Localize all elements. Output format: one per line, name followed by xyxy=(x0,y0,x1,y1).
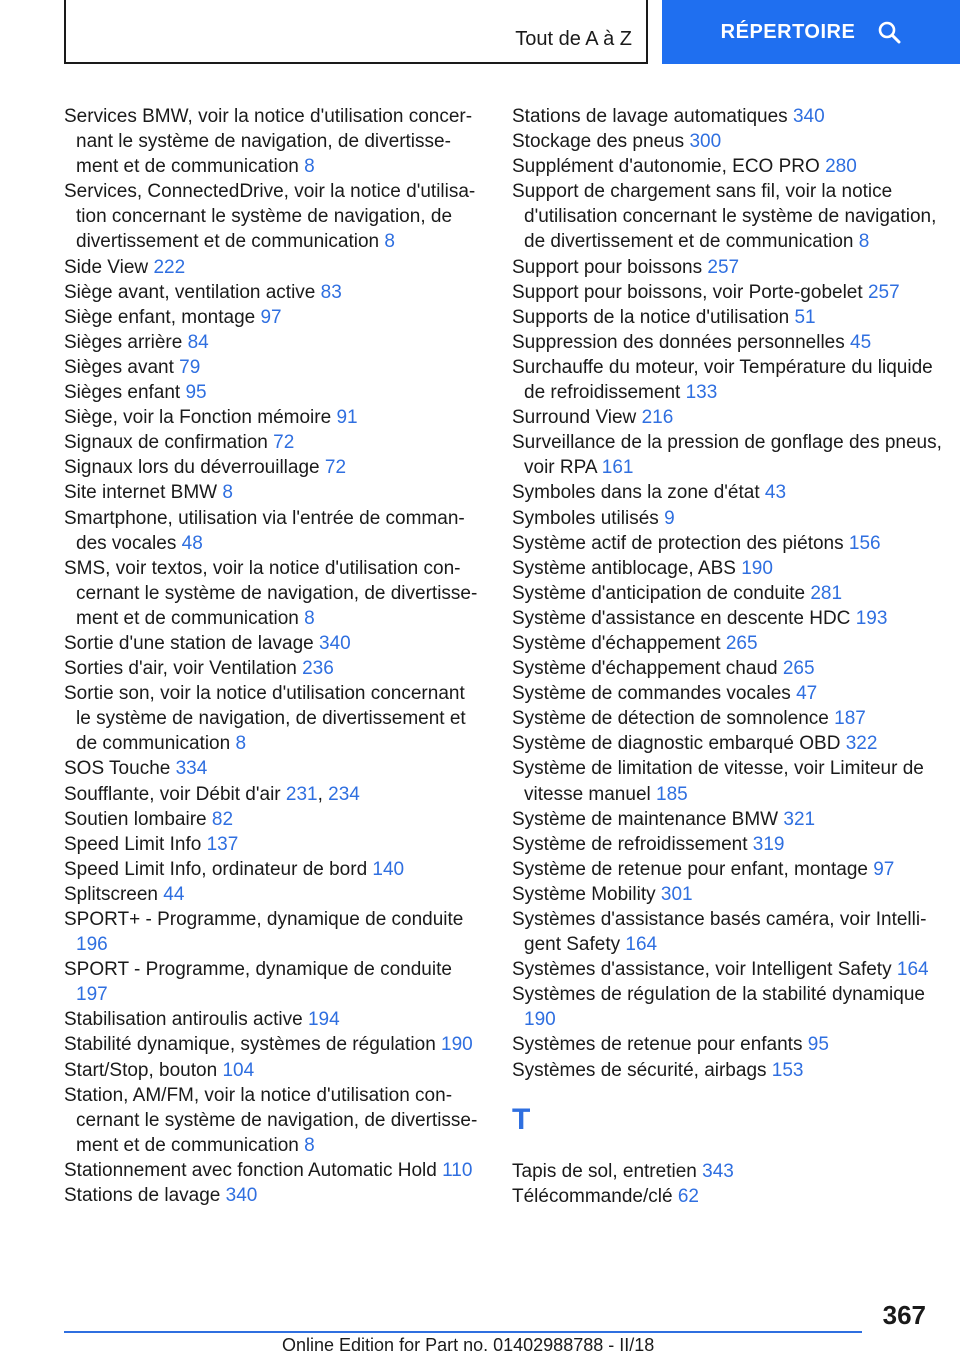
header-tab-a-z[interactable] xyxy=(64,0,648,64)
index-entry-term: Siège avant, ventilation active xyxy=(64,281,316,303)
index-entry-term: Sièges arrière xyxy=(64,331,183,353)
index-entry xyxy=(64,1158,484,1183)
index-entries-s xyxy=(512,104,942,1083)
index-entry xyxy=(512,430,942,480)
index-entry xyxy=(512,480,942,505)
page-reference-link[interactable]: 97 xyxy=(873,858,895,880)
page-reference-link[interactable]: 265 xyxy=(725,632,758,654)
index-entry-term: Splitscreen xyxy=(64,883,158,905)
page-reference-link[interactable]: 79 xyxy=(179,356,201,378)
index-entry-term: Stations de lavage xyxy=(64,1185,221,1207)
page-reference-link[interactable]: 83 xyxy=(320,281,342,303)
index-entry xyxy=(64,104,484,179)
index-entry xyxy=(512,506,942,531)
index-entry xyxy=(512,681,942,706)
index-entry-term: Signaux lors du déverrouillage xyxy=(64,457,320,479)
index-entry xyxy=(64,631,484,656)
page-reference-link[interactable]: 161 xyxy=(601,457,634,479)
index-entry-term: Supplément d'autonomie, ECO PRO xyxy=(512,156,820,178)
index-entry xyxy=(64,957,484,1007)
index-entry xyxy=(512,882,942,907)
index-entry-term: Soutien lombaire xyxy=(64,808,207,830)
index-entry-term: Système de maintenance BMW xyxy=(512,808,779,830)
index-entry-term: Sièges enfant xyxy=(64,382,181,404)
index-entry-term: Stockage des pneus xyxy=(512,131,685,153)
index-entry-term: Système d'échappement xyxy=(512,632,721,654)
index-entry-term: Stations de lavage automatiques xyxy=(512,106,788,127)
index-entry-term: Support de chargement sans fil, voir la notice d'utilisation concernant le système de navigation, de divertissement et de communication xyxy=(512,181,937,253)
page-reference-link[interactable]: 72 xyxy=(324,457,347,479)
index-entry xyxy=(64,255,484,280)
index-entry xyxy=(64,179,484,254)
header-index-label: RÉPERTOIRE xyxy=(720,20,856,43)
page-reference-link[interactable]: 301 xyxy=(660,883,693,905)
page-reference-link[interactable]: 43 xyxy=(764,482,787,504)
index-entry xyxy=(512,756,942,806)
page-reference-link[interactable]: 95 xyxy=(807,1034,829,1056)
index-entry xyxy=(512,832,942,857)
index-entry xyxy=(64,455,484,480)
page-reference-link[interactable]: 193 xyxy=(855,607,888,629)
index-entry xyxy=(64,556,484,631)
index-entry-term: Système de détection de somnolence xyxy=(512,708,829,730)
index-entry xyxy=(512,581,942,606)
page-reference-link[interactable]: 322 xyxy=(845,733,878,755)
page-reference-link[interactable]: 95 xyxy=(185,382,207,404)
index-entry-term: Siège enfant, montage xyxy=(64,306,256,328)
index-entry-term: Symboles utilisés xyxy=(512,507,659,529)
index-entry-term: Site internet BMW xyxy=(64,482,218,504)
index-entry xyxy=(512,1159,942,1184)
page-reference-link[interactable]: 222 xyxy=(153,256,186,278)
page-reference-link[interactable]: 280 xyxy=(825,156,857,178)
page-reference-link[interactable]: 164 xyxy=(896,959,929,981)
page-reference-link[interactable]: 190 xyxy=(524,1009,556,1031)
index-entry-term: Sorties d'air, voir Ventilation xyxy=(64,658,297,680)
index-column-left xyxy=(64,104,484,1208)
index-entry-term: Station, AM/FM, voir la notice d'utilisation concernant le système de navigation, de divertissement et de communication xyxy=(64,1084,478,1156)
page-number: 367 xyxy=(882,1300,926,1330)
index-entry-term: Système d'assistance en descente HDC xyxy=(512,607,851,629)
page-reference-link[interactable]: 190 xyxy=(441,1034,473,1056)
page-reference-link[interactable]: 164 xyxy=(625,934,658,956)
page-reference-link[interactable]: 187 xyxy=(834,708,866,730)
index-entry-term: Suppression des données personnelles xyxy=(512,331,845,353)
index-entry xyxy=(64,1007,484,1032)
page-reference-link[interactable]: 197 xyxy=(76,984,108,1006)
index-entry xyxy=(64,857,484,882)
page-reference-link[interactable]: 265 xyxy=(782,658,815,680)
index-entry-term: Services, ConnectedDrive, voir la notice d'utilisation concernant le système de navigation, de divertissement et de communication xyxy=(64,181,476,253)
index-entry xyxy=(64,681,484,756)
index-entry xyxy=(64,1032,484,1057)
index-entry-term: Système de limitation de vitesse, voir Limiteur de vitesse manuel xyxy=(512,758,924,805)
index-entry-term: Systèmes d'assistance, voir Intelligent Safety xyxy=(512,959,892,981)
page-reference-link[interactable]: 257 xyxy=(867,281,900,303)
index-entry xyxy=(512,104,942,129)
index-entry-term: Start/Stop, bouton xyxy=(64,1059,218,1081)
index-entry xyxy=(64,480,484,505)
index-entry xyxy=(64,807,484,832)
page-reference-link[interactable]: 281 xyxy=(810,582,843,604)
index-entry xyxy=(64,330,484,355)
index-entry xyxy=(512,631,942,656)
index-entry xyxy=(512,907,942,957)
index-entry-term: Soufflante, voir Débit d'air xyxy=(64,783,281,805)
index-entry xyxy=(64,656,484,681)
page-reference-link[interactable]: 216 xyxy=(641,407,674,429)
index-entry-term: Systèmes d'assistance basés caméra, voir Intelligent Safety xyxy=(512,909,927,956)
index-entry-term: Système de diagnostic embarqué OBD xyxy=(512,733,841,755)
page-reference-link[interactable]: 45 xyxy=(850,331,872,353)
page-reference-link[interactable]: 234 xyxy=(328,783,360,805)
index-entries-t xyxy=(512,1159,942,1209)
index-entry xyxy=(512,280,942,305)
page-reference-link[interactable]: 140 xyxy=(372,858,405,880)
page-reference-link[interactable]: 319 xyxy=(752,833,785,855)
index-entry-term: Supports de la notice d'utilisation xyxy=(512,306,790,328)
index-entry-term: Systèmes de retenue pour enfants xyxy=(512,1034,803,1056)
index-entry xyxy=(64,430,484,455)
page-reference-link[interactable]: 137 xyxy=(206,833,239,855)
page-reference-link[interactable]: 62 xyxy=(677,1185,699,1207)
index-entry xyxy=(512,129,942,154)
index-entry-term: Système antiblocage, ABS xyxy=(512,557,736,579)
index-entry-term: Smartphone, utilisation via l'entrée de commandes vocales xyxy=(64,507,465,554)
index-entry xyxy=(512,706,942,731)
page-reference-link[interactable]: 84 xyxy=(187,331,209,353)
index-entry-term: Stabilité dynamique, systèmes de régulation xyxy=(64,1034,436,1056)
index-entry-term: SPORT+ - Programme, dynamique de conduite xyxy=(64,909,464,930)
index-entry-term: Surchauffe du moteur, voir Température du liquide de refroidissement xyxy=(512,356,933,404)
index-entry-term: Services BMW, voir la notice d'utilisation concernant le système de navigation, de divertissement et de communication xyxy=(64,106,473,178)
index-entry-term: Système d'échappement chaud xyxy=(512,658,778,680)
index-entry xyxy=(512,179,942,254)
page-reference-link[interactable]: 231 xyxy=(285,783,318,805)
index-entry xyxy=(64,405,484,430)
page-reference-link[interactable]: 185 xyxy=(656,783,688,805)
index-entry-term: Télécommande/clé xyxy=(512,1185,673,1207)
index-entry xyxy=(64,1058,484,1083)
index-entry-term: Système actif de protection des piétons xyxy=(512,532,844,554)
index-entry xyxy=(512,1184,942,1209)
page-reference-link[interactable]: 8 xyxy=(304,607,315,629)
index-entry xyxy=(64,1183,484,1208)
index-entry-term: Système de commandes vocales xyxy=(512,683,791,705)
index-entry-term: Sièges avant xyxy=(64,356,174,378)
header-tab-label: Tout de A à Z xyxy=(515,28,632,50)
index-entry-term: Speed Limit Info, ordinateur de bord xyxy=(64,858,368,880)
page-reference-link[interactable]: 8 xyxy=(858,231,870,253)
page-reference-link[interactable]: 97 xyxy=(260,306,282,328)
search-icon[interactable] xyxy=(877,20,901,44)
index-entry xyxy=(64,355,484,380)
index-entry xyxy=(512,957,942,982)
index-entry xyxy=(512,982,942,1032)
index-entry: Soufflante, voir Débit d'air 231, 234 xyxy=(64,783,360,805)
index-entry-term: Signaux de confirmation xyxy=(64,432,268,454)
page-reference-link[interactable]: 8 xyxy=(304,1134,315,1156)
page-reference-link[interactable]: 8 xyxy=(222,482,233,504)
index-entry-term: SPORT - Programme, dynamique de conduite xyxy=(64,959,452,981)
index-entry-term: Support pour boissons xyxy=(512,256,703,278)
page-reference-link[interactable]: 91 xyxy=(336,407,358,429)
page-reference-link[interactable]: 156 xyxy=(848,532,881,554)
index-entry-term: Side View xyxy=(64,256,149,278)
page-reference-link[interactable]: 47 xyxy=(796,683,818,705)
page-reference-link[interactable]: 194 xyxy=(307,1009,340,1031)
page-reference-link[interactable]: 8 xyxy=(384,231,395,253)
page-reference-link[interactable]: 44 xyxy=(163,883,185,905)
index-entry xyxy=(64,506,484,556)
index-entry xyxy=(512,305,942,330)
index-entry-term: Support pour boissons, voir Porte-gobelet xyxy=(512,281,863,303)
index-entry-term: Surround View xyxy=(512,407,637,429)
page-reference-link[interactable]: 196 xyxy=(76,934,108,956)
index-entry-term: Système Mobility xyxy=(512,883,656,905)
page-reference-link[interactable]: 82 xyxy=(211,808,234,830)
page-reference-link[interactable]: 334 xyxy=(175,758,208,780)
index-entry xyxy=(64,756,484,781)
page-reference-link[interactable]: 153 xyxy=(771,1059,804,1081)
index-entry-term: Tapis de sol, entretien xyxy=(512,1160,697,1182)
index-entry xyxy=(512,1058,942,1083)
index-entry xyxy=(512,355,942,405)
index-entry xyxy=(512,154,942,179)
page-reference-link[interactable]: 8 xyxy=(304,156,315,178)
page-reference-link[interactable]: 340 xyxy=(319,632,351,654)
page-reference-link[interactable]: 190 xyxy=(741,557,773,579)
index-entry-term: Sortie son, voir la notice d'utilisation concernant le système de navigation, de divertissement et de communication xyxy=(64,683,466,755)
page-reference-link[interactable]: 257 xyxy=(707,256,740,278)
page-reference-link[interactable]: 72 xyxy=(273,432,295,454)
page-reference-link[interactable]: 9 xyxy=(664,507,675,529)
page-reference-link[interactable]: 48 xyxy=(181,532,203,554)
index-entry xyxy=(512,857,942,882)
index-entry-term: Système d'anticipation de conduite xyxy=(512,582,806,604)
index-entry xyxy=(512,731,942,756)
index-column-right xyxy=(512,104,942,1209)
section-letter: T xyxy=(512,1102,531,1136)
page-reference-link[interactable]: 236 xyxy=(302,658,334,680)
index-entry xyxy=(512,556,942,581)
index-entry xyxy=(512,255,942,280)
header-index-tab[interactable] xyxy=(662,0,960,64)
index-entry xyxy=(512,606,942,631)
page-reference-link[interactable]: 110 xyxy=(442,1159,473,1181)
index-entry xyxy=(64,280,484,305)
page-reference-link[interactable]: 133 xyxy=(685,382,718,404)
index-entry-term: Symboles dans la zone d'état xyxy=(512,482,760,504)
index-entry-term: Sortie d'une station de lavage xyxy=(64,632,314,654)
index-entry xyxy=(512,531,942,556)
page-reference-link[interactable]: 340 xyxy=(225,1185,258,1207)
index-entry-term: Systèmes de régulation de la stabilité dynamique xyxy=(512,984,925,1006)
page-reference-link[interactable]: 8 xyxy=(235,733,247,755)
index-entry-term: SOS Touche xyxy=(64,758,171,780)
index-entry xyxy=(512,1032,942,1057)
index-entry xyxy=(64,907,484,957)
page-reference-link[interactable]: 321 xyxy=(783,808,816,830)
index-entry-term: SMS, voir textos, voir la notice d'utilisation concernant le système de navigation, de divertissement et de communication xyxy=(64,557,478,629)
index-entry xyxy=(64,380,484,405)
index-entry xyxy=(512,405,942,430)
index-entry xyxy=(64,832,484,857)
page-reference-link[interactable]: 51 xyxy=(794,306,816,328)
index-entry-term: Surveillance de la pression de gonflage des pneus, voir RPA xyxy=(512,432,942,479)
index-entry-term: Speed Limit Info xyxy=(64,833,202,855)
index-entry-term: Systèmes de sécurité, airbags xyxy=(512,1059,767,1081)
page-reference-link[interactable]: 343 xyxy=(702,1160,734,1182)
index-entry xyxy=(512,330,942,355)
page-reference-link[interactable]: 104 xyxy=(222,1059,255,1081)
index-entry xyxy=(64,882,484,907)
page-reference-link[interactable]: 300 xyxy=(689,131,722,153)
footer-edition-text: Online Edition for Part no. 01402988788 - II/18 xyxy=(282,1335,655,1355)
index-entry xyxy=(64,1083,484,1158)
index-entry-term: Système de retenue pour enfant, montage xyxy=(512,858,868,880)
index-entry-term: Siège, voir la Fonction mémoire xyxy=(64,407,332,429)
index-entry xyxy=(512,807,942,832)
footer-divider xyxy=(64,1331,862,1333)
index-entry xyxy=(64,305,484,330)
index-entry xyxy=(512,656,942,681)
index-entry-term: Système de refroidissement xyxy=(512,833,748,855)
page-reference-link[interactable]: 340 xyxy=(792,106,825,127)
index-entry-term: Stabilisation antiroulis active xyxy=(64,1009,303,1031)
index-entry-term: Stationnement avec fonction Automatic Hold xyxy=(64,1159,437,1181)
